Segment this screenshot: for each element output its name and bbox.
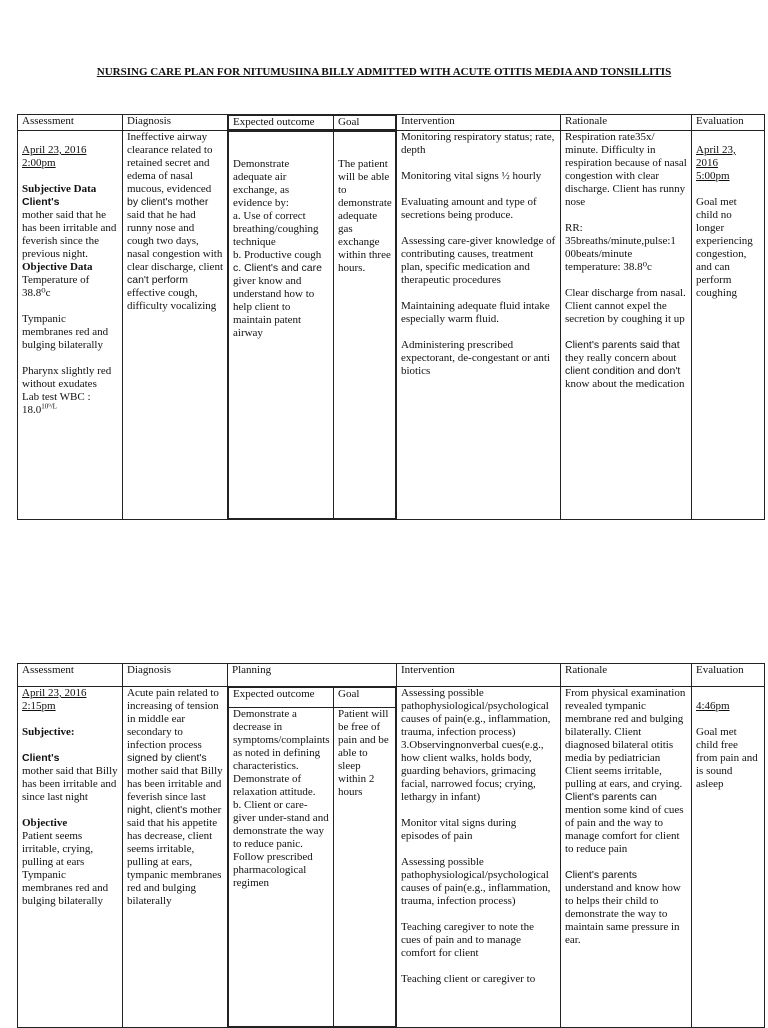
rationale-r2: RR: 35breaths/minute,pulse:1 00beats/minute temperature: 38.8⁰c [565,222,676,273]
header-diagnosis: Diagnosis [123,664,228,687]
clients-label: Client's [22,752,60,764]
tympanic-text: Tympanic membranes red and bulging bilaterally [22,869,109,907]
planning-cell [228,131,397,520]
objective-heading: Objective [22,817,68,829]
diagnosis-part3: said that he had runny nose and cough two days, nasal congestion with clear discharge, client [127,209,223,273]
intervention-item: Assessing possible pathophysiological/psychological causes of pain(e.g., inflammation, trauma, infection process) 3.Observingnonverbal cues(e.g., how client walks, holds body, guarding behaviors, grimacing facial, narrowed focus; crying, lethargy in infant) [401,687,551,803]
expected-outcome-text: Demonstrate a decrease in symptoms/complaints as noted in defining characteristics. Demonstrate of relaxation attitude. b. Client or care-giver under-stand and demonstrate the way to reduce panic. Follow prescribed pharmacological regimen [233,708,330,889]
intervention-item: Assessing possible pathophysiological/psychological causes of pain(e.g., inflammation, trauma, infection process) [401,856,551,907]
rationale-r3-rest: understand and know how to helps their child to demonstrate the way to maintain same pressure in ear. [565,882,681,946]
expected-outcome-cell [229,132,334,519]
expected-outcome-c-rest: giver know and understand how to help client to maintain patent airway [233,275,315,339]
intervention-item: Administering prescribed expectorant, de-congestant or anti biotics [401,339,551,377]
evaluation-date: April 23, 2016 [696,144,736,169]
rationale-r3-sans: Client's parents [565,869,638,881]
header-goal: Goal [334,116,396,130]
temperature-text: Temperature of 38.8⁰c [22,274,90,299]
goal-text: Patient will be free of pain and be able to sleep within 2 hours [338,708,389,798]
header-planning: Planning [228,664,397,687]
lab-test [22,391,118,417]
header-assessment: Assessment [18,115,123,131]
expected-outcome-cell [229,708,334,1027]
diagnosis-part3: mother said that Billy has been irritable and feverish since last [127,765,223,803]
header-evaluation: Evaluation [692,664,765,687]
evaluation-text: Goal met child no longer experiencing congestion, and can perform coughing [696,196,753,299]
diagnosis-cell [123,687,228,1028]
rationale-r4-sans: Client's parents said that [565,339,680,351]
header-row [18,664,765,687]
diagnosis-part2: by client's mother [127,196,209,208]
diagnosis-part4: can't perform [127,274,188,286]
diagnosis-part5: mother said that his appetite has decrease, client seems irritable, pulling at ears, tympanic membranes red and bulging bilaterally [127,804,222,907]
intervention-item: Assessing care-giver knowledge of contributing causes, treatment plan, specific medication and therapeutic procedures [401,235,556,286]
evaluation-time: 4:46pm [696,700,730,712]
assessment-time: 2:00pm [22,157,56,169]
goal-header: Goal [334,688,396,708]
clients-label: Client's [22,196,60,208]
rationale-r4-rest: know about the medication [565,378,685,390]
intervention-item: Evaluating amount and type of secretions being produce. [401,196,537,221]
pharynx-text: Pharynx slightly red without exudates [22,365,112,390]
assessment-time: 2:15pm [22,700,56,712]
diagnosis-part5: effective cough, difficulty vocalizing [127,287,217,312]
care-plan-table-2 [17,663,765,1028]
diagnosis-part4: night, client's [127,804,188,816]
rationale-r2-rest: mention some kind of cues of pain and the way to manage comfort for client to reduce pain [565,804,684,855]
document-title: NURSING CARE PLAN FOR NITUMUSIINA BILLY ADMITTED WITH ACUTE OTITIS MEDIA AND TONSILLITIS [96,66,672,78]
lab-units: 10⁹/L [41,402,57,411]
header-intervention: Intervention [397,664,561,687]
lab-text: Lab test WBC : 18.0 [22,391,91,416]
header-rationale: Rationale [561,115,692,131]
objective-heading: Objective Data [22,261,93,273]
goal-cell [334,132,396,519]
diagnosis-part1: Ineffective airway clearance related to retained secret and edema of nasal mucous, evidenced [127,131,213,195]
objective-text: Patient seems irritable, crying, pulling at ears [22,830,94,868]
header-expected-outcome: Expected outcome [229,116,334,130]
assessment-date: April 23, 2016 [22,687,87,699]
subjective-text: mother said that Billy has been irritable and since last night [22,765,118,803]
rationale-r2-sans: Client's parents can [565,791,657,803]
rationale-r1: Respiration rate35x/ minute. Difficulty in respiration because of nasal congestion with clear discharge. Client has runny nose [565,131,687,208]
intervention-item: Monitoring vital signs ½ hourly [401,170,542,182]
evaluation-cell [692,687,765,1028]
intervention-item: Maintaining adequate fluid intake especially warm fluid. [401,300,550,325]
plan-row [18,131,765,520]
subjective-heading: Subjective Data [22,183,97,195]
rationale-r1: From physical examination revealed tympanic membrane red and bulging bilaterally. Client diagnosed bilateral otitis media by pediatrician Client seems irritable, pulling at ears, and crying. [565,687,686,790]
header-evaluation: Evaluation [692,115,765,131]
assessment-cell [18,687,123,1028]
expected-outcome-header: Expected outcome [229,688,334,708]
goal-cell [334,708,396,1027]
evaluation-text: Goal met child free from pain and is sound asleep [696,726,758,790]
intervention-item: Monitor vital signs during episodes of pain [401,817,517,842]
expected-outcome-text: Demonstrate adequate air exchange, as evidence by: a. Use of correct breathing/coughing technique b. Productive cough [233,158,322,261]
assessment-cell [18,131,123,520]
header-diagnosis: Diagnosis [123,115,228,131]
intervention-item: Teaching caregiver to note the cues of pain and to manage comfort for client [401,921,534,959]
evaluation-cell [692,131,765,520]
diagnosis-part2: signed by client's [127,752,207,764]
header-assessment: Assessment [18,664,123,687]
care-plan-table-1 [17,114,765,520]
header-planning [228,115,397,131]
evaluation-time: 5:00pm [696,170,730,182]
intervention-item: Monitoring respiratory status; rate, depth [401,131,555,156]
rationale-cell [561,131,692,520]
intervention-item: Teaching client or caregiver to [401,973,536,985]
header-intervention: Intervention [397,115,561,131]
header-row [18,115,765,131]
intervention-cell [397,131,561,520]
assessment-date: April 23, 2016 [22,144,87,156]
header-rationale: Rationale [561,664,692,687]
rationale-r3: Clear discharge from nasal. Client cannot expel the secretion by coughing it up [565,287,686,325]
subjective-heading: Subjective: [22,726,75,738]
diagnosis-cell [123,131,228,520]
rationale-r4-sans2: client condition and don't [565,365,681,377]
planning-cell [228,687,397,1028]
rationale-cell [561,687,692,1028]
rationale-r4-serif: they really concern about [565,352,677,364]
intervention-cell [397,687,561,1028]
diagnosis-part1: Acute pain related to increasing of tension in middle ear secondary to infection process [127,687,219,751]
tympanic-text: Tympanic membranes red and bulging bilaterally [22,313,109,351]
expected-outcome-c: c. Client's and care [233,262,322,274]
subjective-text: mother said that he has been irritable and feverish since the previous night. [22,209,117,260]
goal-text: The patient will be able to demonstrate adequate gas exchange within three hours. [338,158,392,274]
plan-row [18,687,765,1028]
